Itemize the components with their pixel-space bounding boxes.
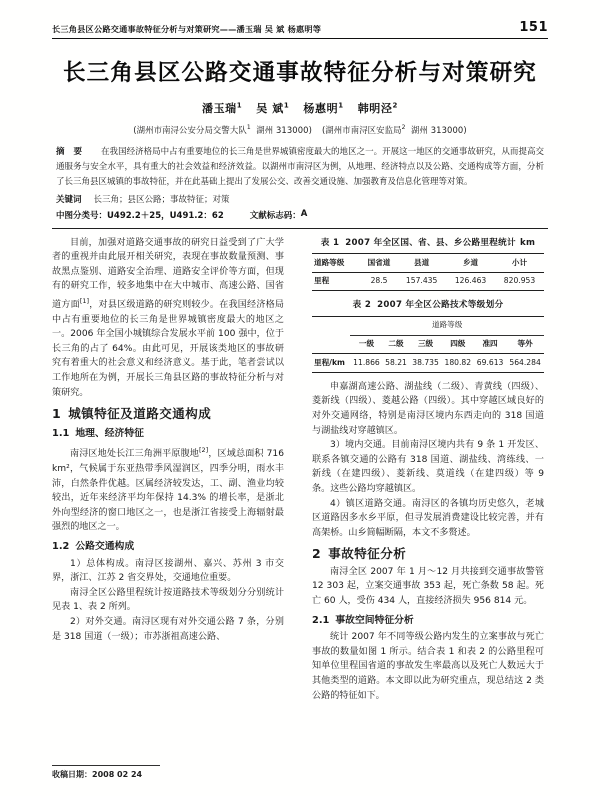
geo-text-a: 南浔区地处长江三角洲平原腹地 (70, 449, 199, 460)
keywords (52, 193, 548, 205)
keywords-label: 关键词 (56, 194, 82, 205)
section-heading-1 (52, 407, 284, 422)
subsection-2-1-number: 2.1 (312, 614, 330, 626)
running-head-title: 长三角县区公路交通事故特征分析与对策研究——潘玉瑞 吴 斌 杨惠明等 (52, 24, 322, 34)
article-title: 长三角县区公路交通事故特征分析与对策研究 (62, 60, 537, 86)
classification-line (52, 209, 548, 221)
keywords-text: 长三角；县区公路；事故特征；对策 (93, 194, 230, 205)
table-1-col-1: 国省道 (361, 254, 397, 273)
subsection-1-2-title: 公路交通构成 (75, 540, 135, 552)
table-2-caption (312, 298, 544, 313)
right-column (298, 236, 544, 734)
table-1-col-4: 小计 (495, 254, 544, 273)
paragraph-intro (52, 236, 284, 401)
left-column (52, 236, 298, 734)
clc-value: U492.2＋25，U491.2：62 (107, 210, 224, 221)
received-date-line (52, 769, 548, 780)
affiliation-2-city: 湖州 313000) (411, 125, 467, 135)
table-1-unit: km (519, 237, 536, 248)
table-2-col-5: 准四 (474, 335, 506, 354)
affiliation-2-sup: 2 (401, 124, 406, 132)
table-2-cell-6: 564.284 (506, 354, 544, 373)
paragraph-r3: 4）镇区道路交通。南浔区的各镇均历史悠久，老城区道路因多水乡平原，但寻发展消费建设比较完善，并有高架桥。山乡简幅断隔，本文不多赘述。 (312, 498, 544, 538)
footer (52, 765, 548, 780)
paragraph-1-2-1: 1）总体构成。南浔区接湖州、嘉兴、苏州 3 市交界，浙江、江苏 2 省交界处，交通地位重要。 (52, 558, 284, 584)
author-1: 潘玉瑞 (201, 102, 237, 115)
table-2-col-2: 二级 (383, 335, 410, 354)
paragraph-1-2-2: 南浔全区公路里程统计按道路技术等级划分分别统计见表 1、表 2 所列。 (52, 587, 284, 613)
table-1-wrapper (312, 236, 544, 292)
affiliation-2-text: (湖州市南浔区安监局 (321, 125, 402, 135)
abstract-label: 摘 要 (56, 147, 86, 157)
section-1-title: 城镇特征及道路交通构成 (68, 406, 212, 422)
table-1-cell-4: 820.953 (495, 272, 544, 291)
doc-code-value: A (300, 208, 308, 219)
table-2-col-0 (312, 335, 350, 354)
page-number: 151 (519, 20, 548, 35)
table-2-cell-2: 58.21 (383, 354, 410, 373)
table-2 (312, 316, 544, 373)
subsection-heading-1-1 (52, 427, 284, 442)
table-1-head (312, 254, 544, 273)
table-row (312, 272, 544, 291)
paragraph-r4: 南浔全区 2007 年 1 月～12 月共接到交通事故警管 12 303 起，立案交通事故 353 起，死亡条数 58 起。死亡 60 人，受伤 434 人，直接经济损失 956 814 元。 (312, 566, 544, 607)
table-2-head (312, 316, 544, 353)
paragraph-1-1-1 (52, 443, 284, 535)
citation-ref-1: [1] (79, 296, 90, 305)
table-2-row-label: 里程/km (312, 354, 350, 373)
table-2-title: 2007 年全区公路技术等级划分 (377, 300, 504, 311)
table-1-col-3: 乡道 (446, 254, 495, 273)
section-2-title: 事故特征分析 (328, 546, 407, 562)
author-3: 杨惠明 (303, 102, 339, 115)
table-1-cell-1: 28.5 (361, 272, 397, 291)
abstract (52, 145, 548, 191)
doc-code-label: 文献标志码： (249, 210, 301, 221)
table-2-body (312, 354, 544, 373)
body-columns (52, 236, 548, 734)
affiliation-1-sup: 1 (246, 124, 251, 132)
table-1-col-0: 道路等级 (312, 254, 361, 273)
table-row (312, 354, 544, 373)
table-1-cell-2: 157.435 (397, 272, 446, 291)
table-1-col-2: 县道 (397, 254, 446, 273)
table-2-span-header: 道路等级 (350, 316, 544, 335)
subsection-2-1-title: 事故空间特征分析 (335, 614, 414, 626)
subsection-1-1-number: 1.1 (52, 427, 70, 439)
subsection-heading-2-1 (312, 614, 544, 629)
section-heading-2 (312, 547, 544, 562)
running-head (52, 0, 548, 39)
footer-divider (52, 765, 160, 766)
author-4: 韩明泾 (357, 102, 393, 115)
table-1-caption (312, 236, 544, 251)
author-4-sup: 2 (392, 101, 398, 110)
received-label: 收稿日期： (52, 770, 92, 779)
table-2-cell-3: 38.735 (409, 354, 441, 373)
author-2-sup: 1 (283, 101, 290, 110)
table-1 (312, 253, 544, 291)
header-divider (52, 228, 548, 229)
table-2-wrapper (312, 298, 544, 372)
received-date: 2008 02 24 (92, 770, 143, 779)
affiliation-1-city: 湖州 313000) (256, 125, 312, 135)
table-1-header-row (312, 254, 544, 273)
table-1-number: 表 1 (320, 237, 340, 248)
affiliation-list (52, 124, 548, 136)
author-list (52, 100, 548, 116)
table-2-cell-4: 180.82 (442, 354, 474, 373)
table-2-number: 表 2 (352, 300, 372, 311)
table-2-span-blank (312, 316, 350, 335)
table-1-body (312, 272, 544, 291)
subsection-heading-1-2 (52, 540, 284, 555)
paragraph-r5: 统计 2007 年不同等级公路内发生的立案事故与死亡事故的数量如图 1 所示。结合表 1 和表 2 的公路里程可知单位里程国省道的事故发生率最高以及死亡人数远大于其他类型的道路。本文即以此为研究重点，现总结这 2 类公路的特征如下。 (312, 632, 544, 701)
affiliation-1-text: (湖州市南浔公安分局交警大队 (133, 125, 247, 135)
table-2-cell-5: 69.613 (474, 354, 506, 373)
subsection-1-1-title: 地理、经济特征 (75, 427, 144, 439)
paragraph-1-2-3: 2）对外交通。南浔区现有对外交通公路 7 条，分别是 318 国道（一级）；市苏浙祖高速公路、 (52, 616, 284, 642)
abstract-text: 在我国经济格局中占有重要地位的长三角是世界城镇密度最大的地区之一。开展这一地区的交通事故研究，从而提高交通服务与安全水平，具有重大的社会效益和经济效益。以湖州市南浔区为例，从地理、经济特点以及公路、交通构成等方面，分析了长三角县区城镇的事故特征，并在此基础上提出了发展公交、改善交通设施、加强教育及信息化管理等对策。 (56, 147, 544, 188)
table-1-row-label: 里程 (312, 272, 361, 291)
section-1-number: 1 (52, 406, 62, 422)
geo-text-b: ，区域总面积 716 km²，气候属于东亚热带季风湿润区，四季分明，雨水丰沛，白然条件优越。区属经济较发达，工、副、渔业均较较出，近年来经济平均年保持 14.3% 的增长率，是浙北外向型经济的窗口地区之一，也是浙江省接受上海辐射最强烈的地区之一。 (52, 449, 284, 533)
clc-label: 中图分类号： (56, 210, 108, 221)
subsection-1-2-number: 1.2 (52, 540, 70, 552)
author-2: 吴 斌 (256, 102, 284, 115)
table-1-cell-3: 126.463 (446, 272, 495, 291)
intro-text-a: 目前，加强对道路交通事故的研究日益受到了广大学者的重视并由此展开相关研究，表现在事故数量预测、事故黑点鉴别、道路安全治理、道路安全评价等方面，但现有的研究工作，较多地集中在大中城市、高速公路、国省道方面 (52, 237, 284, 311)
paragraph-r2: 3）境内交通。目前南浔区境内共有 9 条 1 开发区、联系各镇交通的公路有 318 国道、湖盐线、湾练线、一新线（在建四级）、菱新线、莫道线（在建四级）等 9 条。这些公路均穿越镇区。 (312, 440, 544, 494)
section-2-number: 2 (312, 546, 322, 562)
paragraph-r1: 申嘉湖高速公路、湖盐线（二级）、青黄线（四级）、菱新线（四级）、菱越公路（四级）。其中穿越区域良好的对外交通网络，特别是南浔区境内东西走向的 318 国道与湖盐线对穿越镇区。 (312, 381, 544, 436)
intro-text-b: ，对县区级道路的研究则较少。在我国经济格局中占有重要地位的长三角是世界城镇密度最大的地区之一。2006 年全国小城镇综合发展水平前 100 强中，位于长三角的占了 64%。由此可见，开展该类地区的事故研究有着重大的社会意义和经济意义。基于此，笔者尝试以工作地所在为例，开展长三角县区路的事故特征分析与对策研究。 (52, 300, 284, 398)
table-2-col-6: 等外 (506, 335, 544, 354)
table-2-cell-1: 11.866 (350, 354, 382, 373)
table-2-col-4: 四级 (442, 335, 474, 354)
table-2-span-row (312, 316, 544, 335)
author-3-sup: 1 (338, 101, 344, 110)
author-1-sup: 1 (236, 101, 243, 110)
table-2-col-1: 一级 (350, 335, 382, 354)
table-2-header-row (312, 335, 544, 354)
table-2-col-3: 三级 (409, 335, 441, 354)
table-1-title: 2007 年全区国、省、县、乡公路里程统计 (345, 237, 516, 248)
citation-ref-2: [2] (199, 446, 209, 455)
